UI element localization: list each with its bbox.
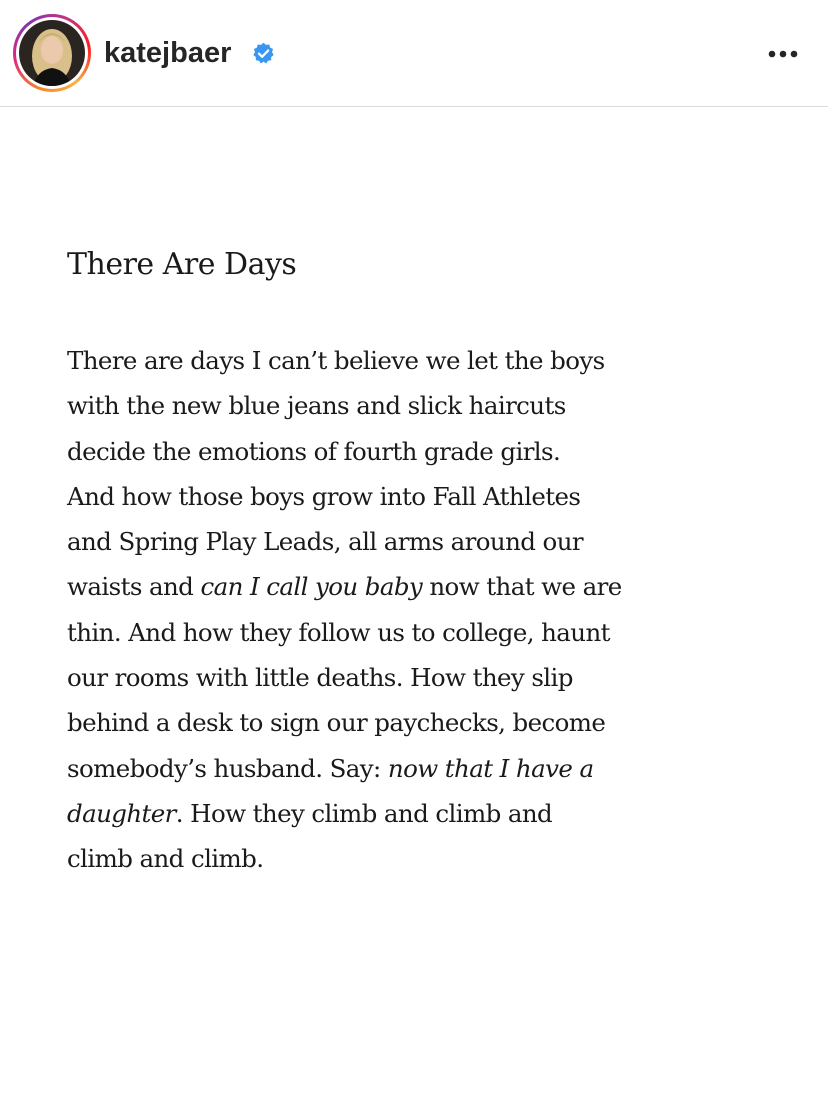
poem-text: now that we are	[422, 572, 622, 602]
poem-line	[67, 519, 622, 564]
post-image[interactable]	[0, 108, 828, 1109]
poem-line	[67, 474, 622, 519]
poem-text: There are days I can’t believe we let the boys	[67, 346, 605, 375]
username[interactable]: katejbaer	[104, 37, 232, 69]
poem-text: our rooms with little deaths. How they slip	[67, 663, 573, 693]
poem-title: There Are Days	[67, 247, 297, 282]
poem-line	[67, 429, 622, 474]
poem-line	[67, 383, 622, 428]
poem-italic-text: daughter	[67, 798, 176, 828]
poem-text: And how those boys grow into Fall Athletes	[67, 481, 581, 511]
poem-text: and Spring Play Leads, all arms around our	[67, 527, 584, 557]
poem-italic-text: can I call you baby	[200, 572, 423, 602]
poem-line	[67, 610, 622, 655]
poem-text: thin. And how they follow us to college, haunt	[67, 617, 610, 647]
story-ring[interactable]	[13, 14, 91, 92]
poem-italic-text: now that I have a	[387, 753, 594, 783]
avatar-photo-icon	[19, 20, 85, 86]
more-options-icon[interactable]	[763, 38, 803, 70]
poem-text: . How they climb and climb and	[175, 798, 553, 828]
poem-line	[67, 746, 622, 791]
poem-line	[67, 836, 622, 881]
poem-text: waists and	[67, 572, 201, 602]
poem-text: somebody’s husband. Say:	[67, 753, 388, 783]
poem-text: with the new blue jeans and slick haircuts	[67, 391, 566, 421]
poem-line	[67, 338, 622, 383]
poem-text: behind a desk to sign our paychecks, become	[67, 708, 606, 738]
poem-line	[67, 791, 622, 836]
post-header	[0, 0, 828, 107]
poem-text: decide the emotions of fourth grade girls.	[67, 436, 561, 466]
verified-badge-icon	[252, 42, 275, 65]
poem-line	[67, 655, 622, 700]
avatar[interactable]	[19, 20, 85, 86]
poem-line	[67, 564, 622, 609]
poem-text: climb and climb.	[67, 844, 264, 874]
poem-line	[67, 700, 622, 745]
poem-body	[67, 338, 622, 882]
